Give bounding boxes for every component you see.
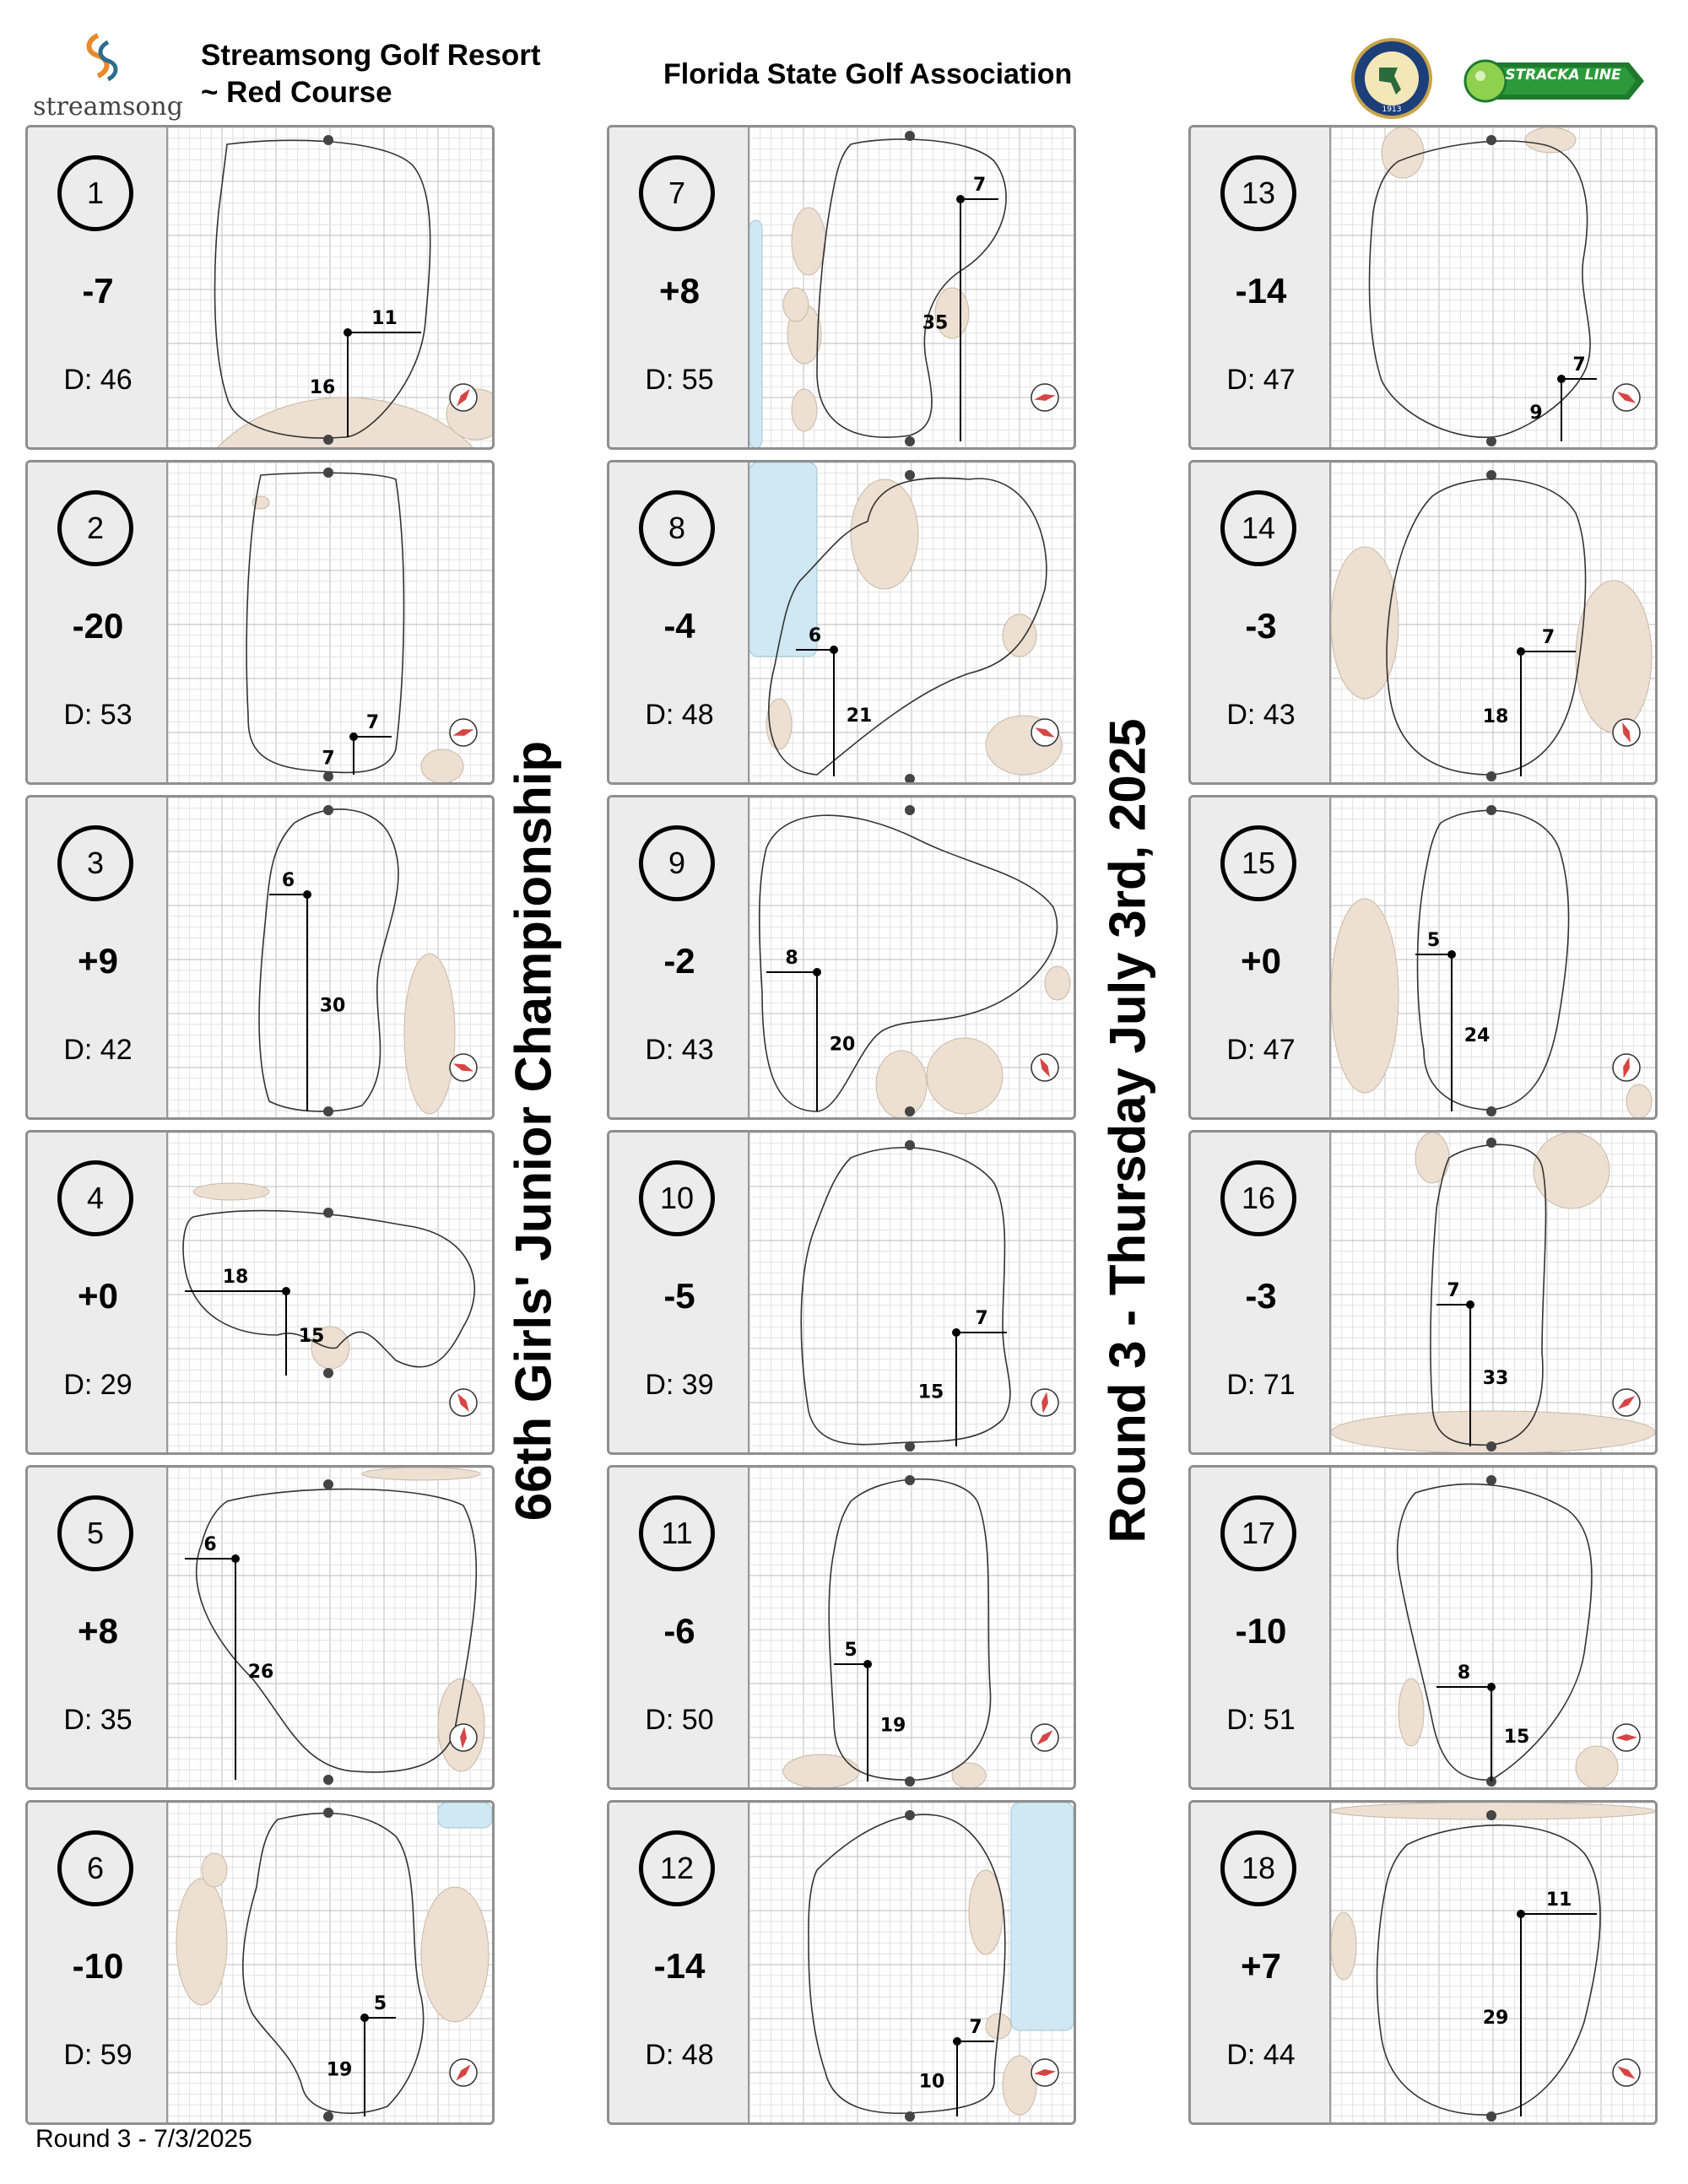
stracka-line-logo — [1460, 51, 1646, 111]
green-diagram — [168, 462, 492, 783]
green-top-marker — [905, 131, 915, 141]
front-distance: 18 — [1482, 706, 1509, 727]
hole-card — [1188, 1800, 1658, 2125]
green-depth: D: 50 — [645, 1704, 714, 1736]
hole-info-panel — [1191, 462, 1331, 782]
green-depth: D: 29 — [63, 1369, 133, 1401]
bunker — [1003, 614, 1036, 657]
course-name-line2: ~ Red Course — [201, 76, 392, 109]
hole-card — [1188, 125, 1658, 450]
side-distance: 6 — [203, 1534, 217, 1555]
hole-card — [1188, 1130, 1658, 1455]
pin-difficulty-score: -5 — [663, 1276, 695, 1316]
front-distance: 20 — [829, 1034, 856, 1056]
course-name-line1: Streamsong Golf Resort — [201, 39, 541, 72]
hole-info-panel — [28, 1468, 168, 1787]
front-distance: 9 — [1529, 403, 1543, 424]
green-depth: D: 35 — [63, 1704, 133, 1736]
green-front-marker — [905, 1106, 915, 1116]
green-depth: D: 48 — [645, 2039, 714, 2071]
green-outline — [197, 1489, 477, 1772]
round-title: Round 3 - Thursday July 3rd, 2025 — [1099, 718, 1156, 1543]
hole-number: 12 — [639, 1830, 715, 1906]
yard-grid — [168, 1133, 492, 1453]
pin-difficulty-score: -14 — [653, 1946, 706, 1986]
hole-number: 4 — [57, 1160, 133, 1236]
pin-position — [813, 968, 821, 976]
hole-card — [1188, 1465, 1658, 1790]
hole-number: 14 — [1220, 490, 1296, 566]
compass-icon — [1031, 1054, 1058, 1081]
hole-number: 8 — [639, 490, 715, 566]
green-outline — [1398, 1484, 1592, 1781]
pin-position — [956, 195, 965, 203]
green-outline — [809, 1814, 1005, 2113]
compass-icon — [1613, 1389, 1640, 1416]
water-hazard — [749, 462, 817, 657]
green-top-marker — [905, 1475, 915, 1485]
sponsor-logo-text: STRACKA LINE — [1505, 67, 1621, 84]
pin-position — [344, 328, 352, 337]
hole-info-panel — [28, 1133, 168, 1452]
pin-difficulty-score: -4 — [663, 606, 695, 646]
pin-position — [1447, 950, 1456, 959]
pin-difficulty-score: -7 — [82, 271, 114, 311]
hole-card — [25, 460, 495, 785]
green-front-marker — [1486, 771, 1496, 781]
hole-info-panel — [28, 462, 168, 782]
compass-icon — [1031, 1724, 1058, 1751]
front-distance: 16 — [309, 377, 336, 398]
front-distance: 15 — [1503, 1727, 1530, 1748]
pin-position — [830, 646, 838, 654]
water-hazard — [1011, 1803, 1074, 2030]
green-diagram — [168, 127, 492, 448]
compass-icon — [450, 384, 477, 411]
bunker — [1525, 127, 1576, 153]
green-outline — [259, 809, 398, 1111]
green-front-marker — [1486, 436, 1496, 446]
hole-number: 3 — [57, 825, 133, 901]
front-distance: 33 — [1482, 1368, 1509, 1389]
green-diagram — [749, 1133, 1074, 1453]
pin-difficulty-score: +9 — [78, 941, 118, 981]
green-top-marker — [905, 805, 915, 815]
front-distance: 26 — [247, 1662, 274, 1683]
hole-card — [607, 125, 1076, 450]
water-hazard — [749, 220, 762, 448]
green-depth: D: 46 — [63, 364, 133, 396]
hole-info-panel — [609, 127, 749, 447]
fsga-seal-logo — [1350, 37, 1433, 120]
pin-difficulty-score: -14 — [1235, 271, 1287, 311]
green-depth: D: 42 — [63, 1034, 133, 1066]
green-diagram — [749, 1468, 1074, 1788]
yard-grid — [1331, 127, 1655, 448]
hole-card — [607, 795, 1076, 1120]
pin-position — [303, 890, 311, 899]
side-distance: 11 — [371, 308, 398, 329]
bunker — [783, 288, 809, 322]
hole-card — [1188, 795, 1658, 1120]
front-distance: 21 — [846, 705, 873, 727]
green-front-marker — [905, 2111, 915, 2122]
green-diagram — [168, 1133, 492, 1453]
hole-info-panel — [1191, 127, 1331, 447]
yard-grid — [168, 462, 492, 783]
compass-icon — [450, 2059, 477, 2086]
front-distance: 15 — [298, 1326, 325, 1347]
hole-card — [607, 1130, 1076, 1455]
green-top-marker — [1486, 1138, 1496, 1148]
seal-year: 1913 — [1382, 105, 1402, 114]
green-front-marker — [905, 1441, 915, 1451]
hole-number: 10 — [639, 1160, 715, 1236]
bunker — [783, 1754, 859, 1788]
hole-card — [607, 1465, 1076, 1790]
green-depth: D: 39 — [645, 1369, 714, 1401]
green-front-marker — [905, 436, 915, 446]
hole-info-panel — [1191, 1133, 1331, 1452]
green-diagram — [1331, 797, 1655, 1118]
compass-icon — [450, 719, 477, 746]
hole-card — [25, 125, 495, 450]
course-name — [201, 37, 541, 111]
side-distance: 8 — [785, 948, 798, 969]
pin-difficulty-score: +7 — [1241, 1946, 1281, 1986]
side-distance: 6 — [281, 870, 295, 891]
compass-icon — [1613, 1054, 1640, 1081]
green-depth: D: 47 — [1226, 1034, 1296, 1066]
hole-card — [25, 795, 495, 1120]
compass-icon — [450, 1054, 477, 1081]
hole-number: 1 — [57, 155, 133, 231]
compass-icon — [450, 1389, 477, 1416]
hole-info-panel — [609, 1133, 749, 1452]
hole-card — [607, 460, 1076, 785]
yard-grid — [749, 1133, 1074, 1453]
front-distance: 19 — [879, 1715, 906, 1737]
hole-number: 17 — [1220, 1495, 1296, 1571]
green-top-marker — [905, 1140, 915, 1150]
front-distance: 7 — [322, 748, 335, 770]
green-top-marker — [1486, 1475, 1496, 1485]
event-title: 66th Girls' Junior Championship — [505, 740, 562, 1522]
side-distance: 5 — [373, 1993, 387, 2014]
green-front-marker — [323, 1775, 333, 1785]
green-front-marker — [323, 1368, 333, 1378]
green-top-marker — [323, 1479, 333, 1489]
bunker — [1003, 2056, 1036, 2115]
bunker — [1331, 899, 1399, 1093]
green-diagram — [749, 127, 1074, 448]
green-diagram — [1331, 127, 1655, 448]
green-depth: D: 43 — [645, 1034, 714, 1066]
hole-number: 7 — [639, 155, 715, 231]
green-top-marker — [323, 805, 333, 815]
hole-number: 11 — [639, 1495, 715, 1571]
streamsong-logo — [32, 30, 184, 122]
green-front-marker — [1486, 2111, 1496, 2122]
bunker — [851, 479, 918, 589]
bunker — [927, 1038, 1003, 1114]
green-outline — [801, 1148, 1010, 1445]
compass-icon — [1031, 384, 1058, 411]
side-distance: 5 — [844, 1640, 858, 1661]
hole-number: 16 — [1220, 1160, 1296, 1236]
pin-position — [863, 1660, 872, 1668]
pin-difficulty-score: -10 — [1235, 1611, 1287, 1651]
hole-info-panel — [609, 1803, 749, 2122]
hole-number: 18 — [1220, 1830, 1296, 1906]
green-front-marker — [323, 435, 333, 445]
side-distance: 18 — [222, 1267, 249, 1288]
bunker — [1415, 1133, 1449, 1183]
hole-number: 6 — [57, 1830, 133, 1906]
footer-round-date: Round 3 - 7/3/2025 — [35, 2125, 252, 2153]
green-diagram — [749, 797, 1074, 1118]
pin-position — [282, 1287, 290, 1295]
bunker — [1576, 581, 1652, 733]
side-distance: 11 — [1545, 1889, 1572, 1911]
green-depth: D: 47 — [1226, 364, 1296, 396]
bunker — [876, 1051, 927, 1118]
side-distance: 7 — [969, 2017, 982, 2038]
green-diagram — [749, 1803, 1074, 2123]
green-top-marker — [1486, 805, 1496, 815]
bunker — [1576, 1746, 1618, 1788]
pin-difficulty-score: -3 — [1245, 606, 1277, 646]
hole-number: 13 — [1220, 155, 1296, 231]
yard-grid — [749, 1468, 1074, 1788]
green-top-marker — [323, 135, 333, 145]
side-distance: 7 — [365, 712, 380, 733]
hole-number: 9 — [639, 825, 715, 901]
green-front-marker — [323, 1106, 333, 1116]
side-distance: 7 — [972, 175, 987, 196]
hole-info-panel — [28, 1803, 168, 2122]
side-distance: 5 — [1426, 930, 1441, 951]
hole-info-panel — [28, 127, 168, 447]
green-diagram — [1331, 462, 1655, 783]
bunker — [202, 1853, 227, 1887]
green-diagram — [168, 1803, 492, 2123]
bunker — [1626, 1084, 1652, 1118]
side-distance: 8 — [1457, 1662, 1471, 1684]
green-outline — [246, 473, 403, 772]
green-diagram — [1331, 1468, 1655, 1788]
hole-info-panel — [28, 797, 168, 1117]
pin-difficulty-score: -10 — [72, 1946, 124, 1986]
hole-info-panel — [609, 462, 749, 782]
pin-position — [1487, 1683, 1496, 1691]
bunker — [1331, 1912, 1356, 1980]
green-depth: D: 59 — [63, 2039, 133, 2071]
green-top-marker — [1486, 135, 1496, 145]
green-diagram — [168, 1468, 492, 1788]
pin-difficulty-score: +0 — [78, 1276, 118, 1316]
hole-card — [25, 1130, 495, 1455]
pin-difficulty-score: -20 — [72, 606, 124, 646]
bunker — [792, 208, 825, 275]
pin-difficulty-score: -2 — [663, 941, 695, 981]
green-diagram — [1331, 1803, 1655, 2123]
green-outline — [1387, 479, 1585, 775]
side-distance: 7 — [975, 1308, 988, 1329]
green-front-marker — [905, 1776, 915, 1787]
pin-position — [1517, 647, 1525, 656]
side-distance: 7 — [1447, 1280, 1460, 1301]
front-distance: 10 — [918, 2071, 945, 2093]
pin-position — [1466, 1300, 1474, 1309]
hole-info-panel — [1191, 1468, 1331, 1787]
pin-position — [231, 1554, 240, 1563]
bunker — [421, 1887, 489, 2022]
side-distance: 6 — [808, 625, 822, 646]
green-depth: D: 43 — [1226, 699, 1296, 731]
compass-icon — [1031, 1389, 1058, 1416]
compass-icon — [1031, 719, 1058, 746]
green-front-marker — [323, 771, 333, 781]
front-distance: 15 — [917, 1381, 944, 1403]
green-top-marker — [323, 1208, 333, 1218]
side-distance: 7 — [1572, 354, 1586, 376]
hole-number: 15 — [1220, 825, 1296, 901]
yard-grid — [1331, 1803, 1655, 2123]
pin-position — [1517, 1910, 1525, 1918]
green-depth: D: 44 — [1226, 2039, 1296, 2071]
green-top-marker — [905, 470, 915, 480]
hole-card — [1188, 460, 1658, 785]
bunker — [362, 1468, 480, 1480]
green-front-marker — [323, 2111, 333, 2122]
bunker — [404, 954, 455, 1114]
green-top-marker — [323, 468, 333, 478]
hole-info-panel — [609, 1468, 749, 1787]
green-depth: D: 71 — [1226, 1369, 1296, 1401]
hole-number: 2 — [57, 490, 133, 566]
pin-position — [360, 2014, 369, 2022]
hole-info-panel — [1191, 1803, 1331, 2122]
green-depth: D: 53 — [63, 699, 133, 731]
hole-info-panel — [1191, 797, 1331, 1117]
green-diagram — [749, 462, 1074, 783]
bunker — [792, 389, 817, 431]
side-distance: 7 — [1541, 627, 1555, 648]
bunker — [421, 749, 463, 783]
compass-icon — [1613, 2059, 1640, 2086]
green-top-marker — [905, 1810, 915, 1820]
green-top-marker — [1486, 1810, 1496, 1820]
pin-position — [953, 2037, 961, 2046]
compass-icon — [1613, 1724, 1640, 1751]
pin-position — [1557, 375, 1566, 383]
hole-number: 5 — [57, 1495, 133, 1571]
hole-info-panel — [609, 797, 749, 1117]
streamsong-wordmark: streamsong — [33, 92, 183, 122]
pin-difficulty-score: +8 — [78, 1611, 118, 1651]
hole-card — [607, 1800, 1076, 2125]
water-hazard — [438, 1803, 492, 1828]
green-front-marker — [1486, 1441, 1496, 1451]
bunker — [193, 1183, 269, 1200]
front-distance: 24 — [1463, 1025, 1491, 1046]
yard-grid — [1331, 1468, 1655, 1788]
pin-difficulty-score: -3 — [1245, 1276, 1277, 1316]
bunker — [1399, 1679, 1424, 1746]
green-front-marker — [1486, 1106, 1496, 1116]
bunker — [1045, 966, 1070, 1000]
green-depth: D: 55 — [645, 364, 714, 396]
compass-icon — [1613, 384, 1640, 411]
pin-position — [349, 733, 358, 741]
green-diagram — [168, 797, 492, 1118]
compass-icon — [1031, 2059, 1058, 2086]
green-front-marker — [905, 774, 915, 783]
pin-difficulty-score: -6 — [663, 1611, 695, 1651]
association-name: Florida State Golf Association — [663, 58, 1073, 90]
compass-icon — [450, 1724, 477, 1751]
green-top-marker — [323, 1808, 333, 1818]
front-distance: 30 — [319, 995, 346, 1017]
green-outline — [1377, 1825, 1600, 2115]
pin-difficulty-score: +0 — [1241, 941, 1281, 981]
green-diagram — [1331, 1133, 1655, 1453]
front-distance: 19 — [326, 2059, 353, 2081]
green-depth: D: 51 — [1226, 1704, 1296, 1736]
bunker — [185, 397, 492, 448]
pin-difficulty-score: +8 — [659, 271, 700, 311]
hole-card — [25, 1800, 495, 2125]
front-distance: 29 — [1482, 2008, 1509, 2029]
compass-icon — [1613, 719, 1640, 746]
hole-card — [25, 1465, 495, 1790]
green-top-marker — [1486, 470, 1496, 480]
bunker — [176, 1879, 227, 2005]
front-distance: 35 — [922, 312, 949, 334]
pin-position — [952, 1328, 960, 1337]
green-depth: D: 48 — [645, 699, 714, 731]
